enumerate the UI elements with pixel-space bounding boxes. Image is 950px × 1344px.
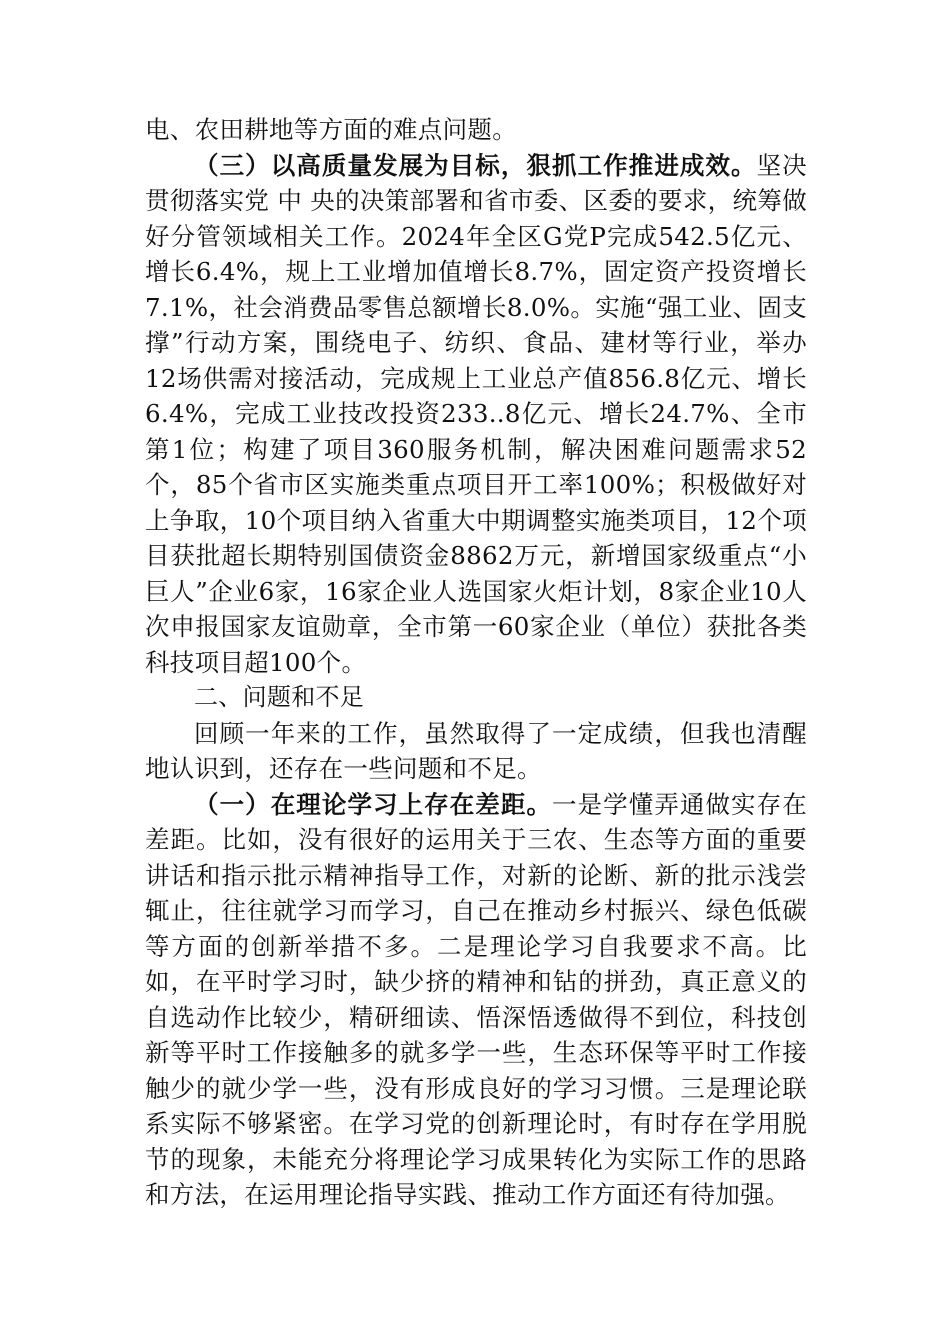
section-three-body: 坚决贯彻落实党 中 央的决策部署和省市委、区委的要求，统筹做好分管领域相关工作。2024年全区G党P完成542.5亿元、增长6.4%，规上工业增加值增长8.7%，固定资产投资增长7.1%，社会消费品零售总额增长8.0%。实施“强工业、固支撑”行动方案，围绕电子、纺织、食品、建材等行业，举办12场供需对接活动，完成规上工业总产值856.8亿元、增长6.4%，完成工业技改投资233..8亿元、增长24.7%、全市第1位；构建了项目360服务机制，解决困难问题需求52个，85个省市区实施类重点项目开工率100%；积极做好对上争取，10个项目纳入省重大中期调整实施类项目，12个项目获批超长期特别国债资金8862万元，新增国家级重点“小巨人”企业6家，16家企业人选国家火炬计划，8家企业10人次申报国家友谊勋章，全市第一60家企业（单位）获批各类科技项目超100个。 xyxy=(145,150,807,677)
paragraph-review: 回顾一年来的工作，虽然取得了一定成绩，但我也清醒地认识到，还存在一些问题和不足。 xyxy=(145,718,807,783)
paragraph-continuation: 电、农田耕地等方面的难点问题。 xyxy=(145,115,517,144)
theory-study-body: 一是学懂弄通做实存在差距。比如，没有很好的运用关于三农、生态等方面的重要讲话和指示批示精神指导工作，对新的论断、新的批示浅尝辄止，往往就学习而学习，自己在推动乡村振兴、绿色低碳等方面的创新举措不多。二是理论学习自我要求不高。比如，在平时学习时，缺少挤的精神和钻的拼劲，真正意义的自选动作比较少，精研细读、悟深悟透做得不到位，科技创新等平时工作接触多的就多学一些，生态环保等平时工作接触少的就少学一些，没有形成良好的学习习惯。三是理论联系实际不够紧密。在学习党的创新理论时，有时存在学用脱节的现象，未能充分将理论学习成果转化为实际工作的思路和方法，在运用理论指导实践、推动工作方面还有待加强。 xyxy=(145,789,807,1209)
paragraph-theory-study xyxy=(145,787,807,1213)
theory-study-heading: （一）在理论学习上存在差距。 xyxy=(194,789,553,819)
section-three-heading: （三）以高质量发展为目标，狠抓工作推进成效。 xyxy=(194,150,757,180)
document-page xyxy=(145,112,807,1213)
heading-problems: 二、问题和不足 xyxy=(194,683,365,711)
paragraph-section-three xyxy=(145,148,807,681)
